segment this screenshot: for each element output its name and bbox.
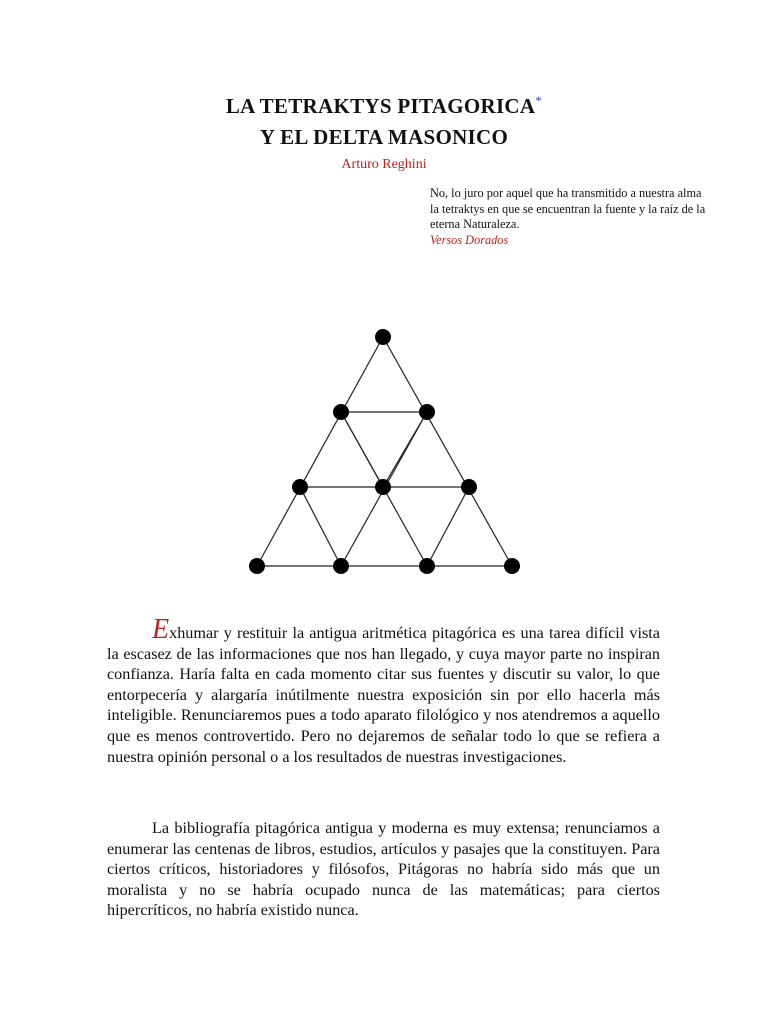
epigraph [430, 186, 710, 248]
point-9 [419, 558, 435, 574]
diagonal-4 [427, 487, 469, 566]
title-line-1 [0, 93, 768, 119]
point-5 [375, 479, 391, 495]
author-name: Arturo Reghini [341, 157, 427, 172]
point-1 [375, 329, 391, 345]
tetraktys-lines [257, 337, 512, 566]
tetraktys-points [249, 329, 520, 574]
epigraph-text: No, lo juro por aquel que ha transmitido a nuestra alma la tetraktys en que se encuentran la fuente y la raíz de la eterna Naturaleza. [430, 186, 706, 231]
footnote-marker[interactable]: * [535, 93, 543, 108]
point-8 [333, 558, 349, 574]
point-6 [461, 479, 477, 495]
point-7 [249, 558, 265, 574]
paragraph-1-text: xhumar y restituir la antigua aritmética pitagórica es una tarea difícil vista la escasez de las informaciones que nos han llegado, y cuya mayor parte no inspiran confianza. Haría falta en cada momento citar sus fuentes y discutir su valor, lo que entorpecería y alargaría inútilmente nuestra exposición sin por ello hacerla más inteligible. Renunciaremos pues a todo aparato filológico y nos atendremos a aquello que es menos controvertido. Pero no dejaremos de señalar todo lo que se refiera a nuestra opinión personal o a los resultados de nuestras investigaciones. [107, 624, 660, 766]
point-4 [292, 479, 308, 495]
paragraph-2: La bibliografía pitagórica antigua y moderna es muy extensa; renunciamos a enumerar las centenas de libros, estudios, artículos y pasajes que la constituyen. Para ciertos críticos, historiadores y filósofos, Pitágoras no habría sido más que un moralista y no se habría ocupado nunca de las matemáticas; para ciertos hipercríticos, no habría existido nunca. [107, 819, 660, 920]
point-2 [333, 404, 349, 420]
diagonal-5 [341, 412, 383, 487]
edge-right [383, 337, 512, 566]
edge-left [257, 337, 383, 566]
diagonal-3 [300, 487, 341, 566]
drop-cap: E [152, 614, 170, 645]
tetraktys-diagram [240, 320, 530, 580]
point-10 [504, 558, 520, 574]
diagonal-6 [383, 412, 427, 487]
title-line-2: Y EL DELTA MASONICO [259, 125, 509, 149]
epigraph-source: Versos Dorados [430, 232, 509, 247]
point-3 [419, 404, 435, 420]
paragraph-1 [107, 614, 660, 767]
title-text: LA TETRAKTYS PITAGORICA [225, 94, 536, 118]
